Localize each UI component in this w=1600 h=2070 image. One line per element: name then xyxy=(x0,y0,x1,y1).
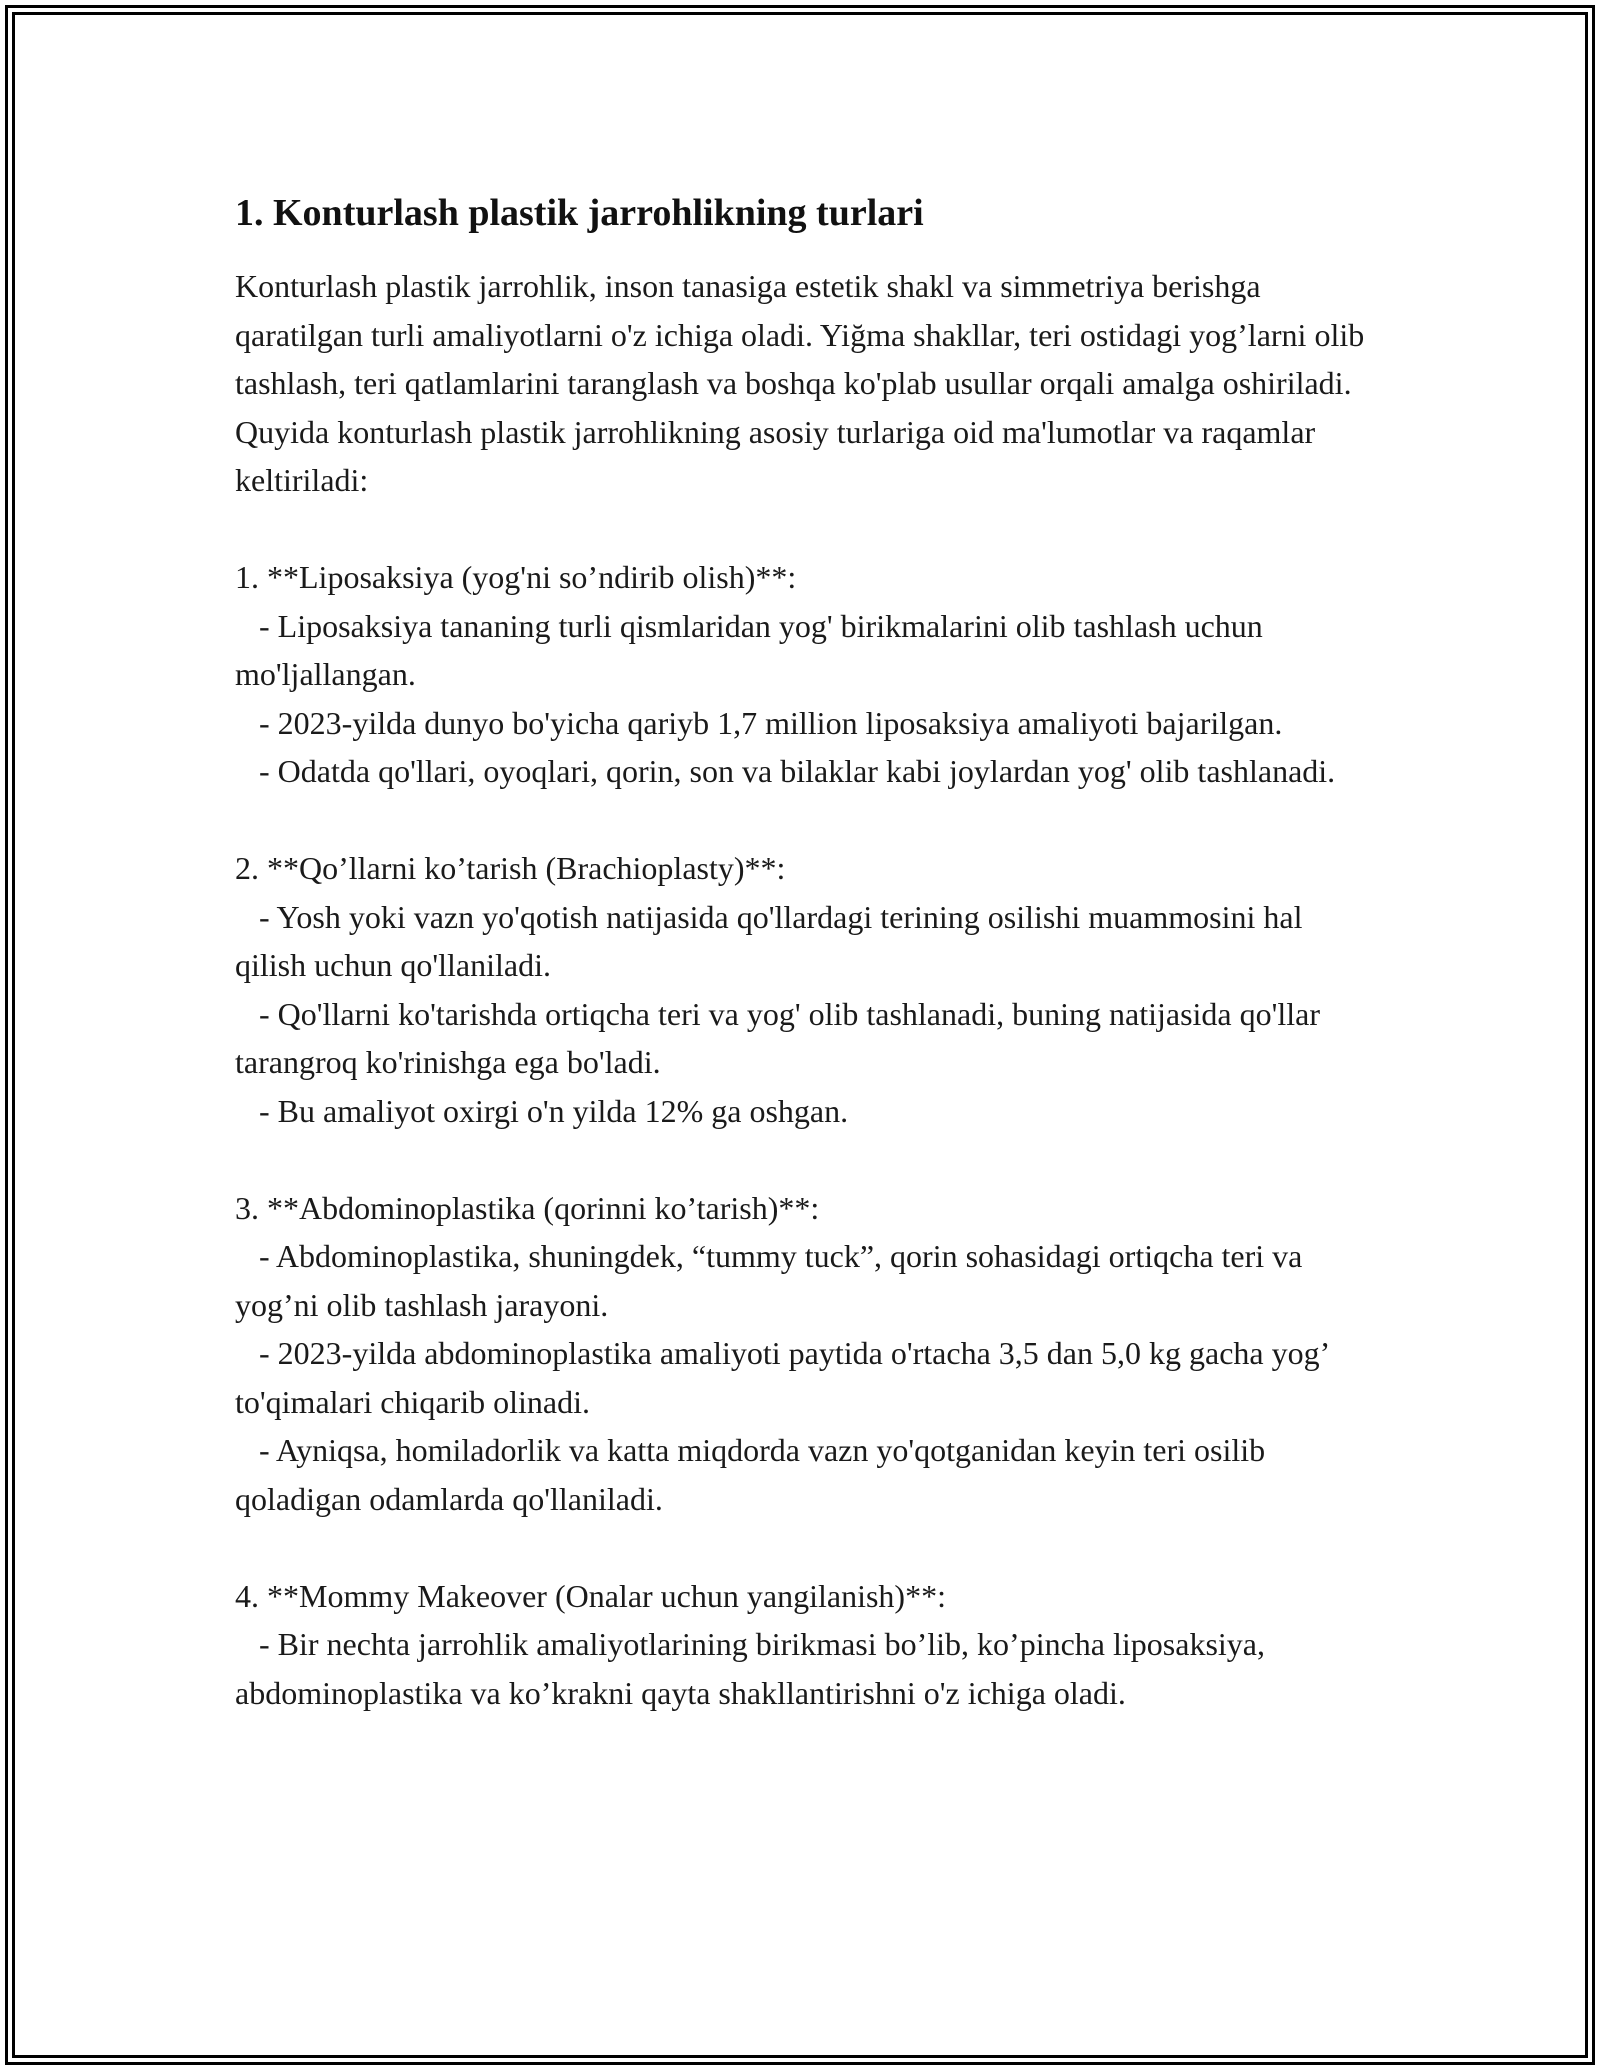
bullet-item: - Odatda qo'llari, oyoqlari, qorin, son va bilaklar kabi joylardan yog' olib tashlanadi. xyxy=(259,753,1336,789)
section-heading: 2. **Qo’llarni ko’tarish (Brachioplasty)**: xyxy=(235,850,786,886)
bullet-item: - Qo'llarni ko'tarishda ortiqcha teri va yog' olib tashlanadi, buning natijasida qo'llar tarangroq ko'rinishga ega bo'ladi. xyxy=(235,995,1321,1080)
section-abdominoplasty xyxy=(235,1184,1370,1524)
bullet-item: - Bir nechta jarrohlik amaliyotlarining birikmasi bo’lib, ko’pincha liposaksiya, abdominoplastika va ko’krakni qayta shakllantirishni o'z ichiga oladi. xyxy=(235,1626,1265,1711)
bullet-item: - Abdominoplastika, shuningdek, “tummy tuck”, qorin sohasidagi ortiqcha teri va yog’ni olib tashlash jarayoni. xyxy=(235,1238,1303,1323)
section-heading: 3. **Abdominoplastika (qorinni ko’tarish)**: xyxy=(235,1189,820,1226)
bullet-item: - 2023-yilda dunyo bo'yicha qariyb 1,7 million liposaksiya amaliyoti bajarilgan. xyxy=(259,704,1283,741)
page-title: 1. Konturlash plastik jarrohlikning turlari xyxy=(235,192,924,234)
bullet-item: - Yosh yoki vazn yo'qotish natijasida qo'llardagi terining osilishi muammosini hal qilish uchun qo'llaniladi. xyxy=(235,898,1303,983)
bullet-item: - Ayniqsa, homiladorlik va katta miqdorda vazn yo'qotganidan keyin teri osilib qoladigan odamlarda qo'llaniladi. xyxy=(235,1432,1266,1517)
section-brachioplasty xyxy=(235,844,1370,1135)
document-body xyxy=(235,186,1370,1717)
section-mommy-makeover xyxy=(235,1572,1370,1718)
bullet-item: - Bu amaliyot oxirgi o'n yilda 12% ga oshgan. xyxy=(259,1092,849,1129)
section-heading: 4. **Mommy Makeover (Onalar uchun yangilanish)**: xyxy=(235,1577,946,1614)
bullet-item: - Liposaksiya tananing turli qismlaridan yog' birikmalarini olib tashlash uchun mo'ljallangan. xyxy=(235,607,1263,692)
intro-paragraph: Konturlash plastik jarrohlik, inson tanasiga estetik shakl va simmetriya berishga qaratilgan turli amaliyotlarni o'z ichiga oladi. Yiğma shakllar, teri ostidagi yog’larni olib tashlash, teri qatlamlarini taranglash va boshqa ko'plab usullar orqali amalga oshiriladi. Quyida konturlash plastik jarrohlikning asosiy turlariga oid ma'lumotlar va raqamlar keltiriladi: xyxy=(235,268,1365,498)
section-heading: 1. **Liposaksiya (yog'ni so’ndirib olish)**: xyxy=(235,559,797,595)
section-liposuction xyxy=(235,553,1370,796)
bullet-item: - 2023-yilda abdominoplastika amaliyoti paytida o'rtacha 3,5 dan 5,0 kg gacha yog’ to'qimalari chiqarib olinadi. xyxy=(235,1335,1328,1420)
